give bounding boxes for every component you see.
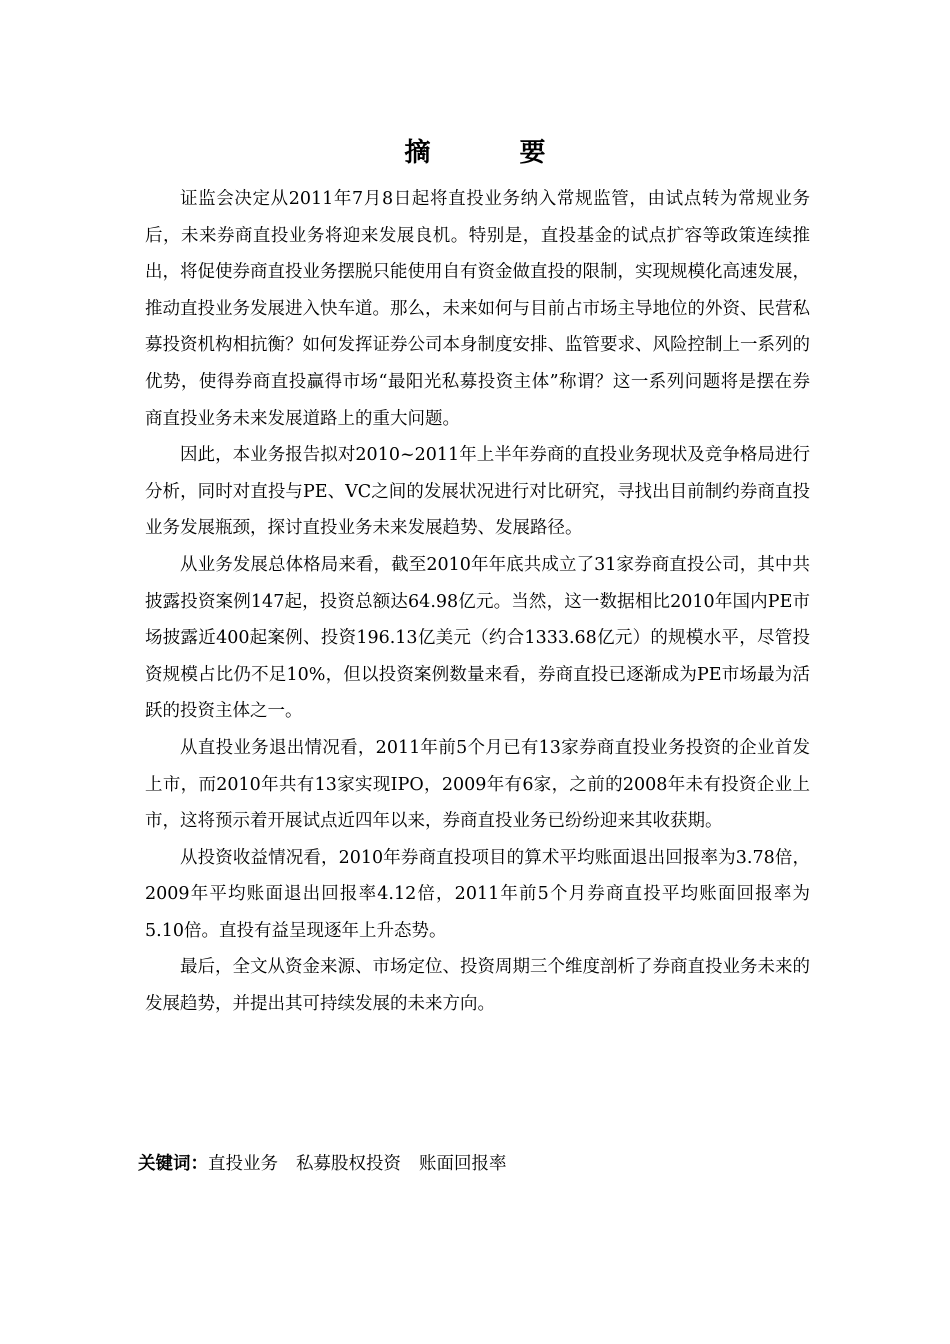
abstract-body: [145, 181, 810, 1023]
abstract-title: 摘 要: [404, 138, 586, 168]
abstract-paragraph: 证监会决定从2011年7月8日起将直投业务纳入常规监管，由试点转为常规业务后，未来券商直投业务将迎来发展良机。特别是，直投基金的试点扩容等政策连续推出，将促使券商直投业务摆脱只能使用自有资金做直投的限制，实现规模化高速发展，推动直投业务发展进入快车道。那么，未来如何与目前占市场主导地位的外资、民营私募投资机构相抗衡？如何发挥证券公司本身制度安排、监管要求、风险控制上一系列的优势，使得券商直投赢得市场“最阳光私募投资主体”称谓？这一系列问题将是摆在券商直投业务未来发展道路上的重大问题。: [145, 189, 810, 429]
keywords-line: [138, 1146, 818, 1182]
keyword: 直投业务: [208, 1154, 278, 1174]
keyword: 私募股权投资: [296, 1154, 401, 1174]
abstract-paragraph: 最后，全文从资金来源、市场定位、投资周期三个维度剖析了券商直投业务未来的发展趋势，并提出其可持续发展的未来方向。: [145, 957, 810, 1015]
abstract-paragraph: 从投资收益情况看，2010年券商直投项目的算术平均账面退出回报率为3.78倍，2009年平均账面退出回报率4.12倍，2011年前5个月券商直投平均账面回报率为5.10倍。直投有益呈现逐年上升态势。: [145, 847, 810, 941]
keywords-label: 关键词：: [138, 1154, 208, 1174]
abstract-paragraph: 从直投业务退出情况看，2011年前5个月已有13家券商直投业务投资的企业首发上市，而2010年共有13家实现IPO，2009年有6家，之前的2008年未有投资企业上市，这将预示着开展试点近四年以来，券商直投业务已纷纷迎来其收获期。: [145, 737, 810, 832]
abstract-paragraph: 从业务发展总体格局来看，截至2010年年底共成立了31家券商直投公司，其中共披露投资案例147起，投资总额达64.98亿元。当然，这一数据相比2010年国内PE市场披露近400起案例、投资196.13亿美元（约合1333.68亿元）的规模水平，尽管投资规模占比仍不足10%，但以投资案例数量来看，券商直投已逐渐成为PE市场最为活跃的投资主体之一。: [145, 554, 810, 722]
abstract-paragraph: 因此，本业务报告拟对2010~2011年上半年券商的直投业务现状及竞争格局进行分析，同时对直投与PE、VC之间的发展状况进行对比研究，寻找出目前制约券商直投业务发展瓶颈，探讨直投业务未来发展趋势、发展路径。: [145, 445, 810, 539]
keyword: 账面回报率: [419, 1154, 507, 1174]
